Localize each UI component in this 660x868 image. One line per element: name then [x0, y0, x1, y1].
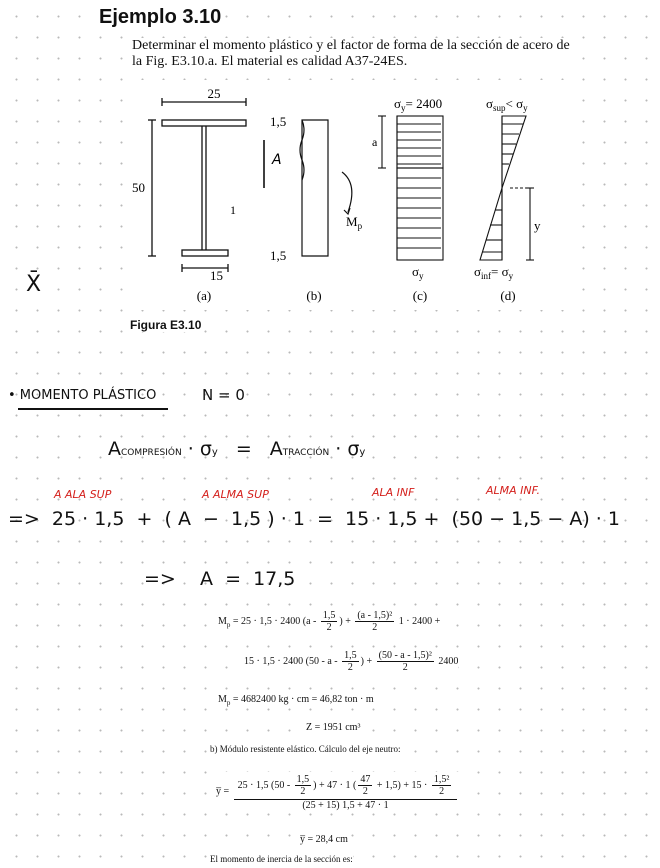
mp-line2-f2n: (50 - a - 1,5)² [378, 650, 432, 661]
eq1-equals: = [235, 438, 252, 460]
eq1-sig: · σ [187, 438, 212, 460]
problem-statement: Determinar el momento plástico y el factor de forma de la sección de acero de la Fig. E3.10.a. El material es calidad A37-24ES. [132, 38, 572, 70]
inertia-intro: El momento de inercia de la sección es: [210, 854, 353, 864]
ybar-num-paren: 50 - [274, 779, 291, 791]
panel-label-b: (b) [306, 288, 322, 303]
mp-line2-f1n: 1,5 [344, 650, 357, 661]
mp-line2-paren: 50 - a - [309, 655, 338, 667]
mp-line1-plus: + [345, 615, 351, 627]
sigma-inf-label: $\sigma_{inf}= \sigma_y$ [474, 264, 514, 281]
handwritten-a-label: A [272, 152, 282, 168]
ybar-num-f2n: 47 [360, 774, 371, 785]
ybar-num-f1n: 1,5 [296, 774, 310, 785]
mp-result-lhs: M [218, 694, 227, 705]
ybar-num-b: + 47 · 1 [319, 779, 351, 791]
mp-line1-f2d: 2 [372, 622, 378, 633]
mp-formula-line2: 15 · 1,5 · 2400 (50 - a - $\frac{1,5}{2}$ ) + $\frac{\text{(50 - a - 1,5)²}}{2}$ 2400 [244, 650, 459, 673]
red-label-top-web: A ALMA SUP [202, 488, 269, 501]
eq1-b: A [269, 438, 283, 460]
n-equals-zero: N = 0 [202, 386, 245, 404]
ybar-formula [216, 772, 459, 811]
example-title: Ejemplo 3.10 [95, 6, 225, 29]
mp-lhs-sub: p [226, 620, 231, 629]
ybar-num-c: + 1,5 [376, 779, 398, 791]
moment-label: $M_p$ [346, 214, 363, 231]
red-label-bottom-web: ALMA INF. [486, 484, 541, 497]
stress-a-label: a [372, 135, 378, 149]
sigma-sup-label: $\sigma_{sup}< \sigma_y$ [486, 96, 528, 113]
eq1-a: A [108, 438, 121, 460]
mp-line1-f1n: 1,5 [322, 610, 336, 621]
area-balance-equation: => 25 · 1,5 + ( A − 1,5 ) · 1 = 15 · 1,5 + (50 − 1,5 − A) · 1 [8, 508, 620, 530]
ybar-num-d: + 15 · [403, 779, 428, 791]
sigma-y-bottom-label: $\sigma_y$ [412, 264, 424, 281]
ybar-lhs: y̅ = [216, 786, 230, 797]
eq1-b-sub: TRACCIÓN [282, 448, 330, 458]
section-b-heading: b) Módulo resistente elástico. Cálculo del eje neutro: [210, 744, 401, 754]
mp-line2-tail: 2400 [438, 655, 459, 667]
mp-line2-f2d: 2 [402, 662, 408, 673]
mp-line1-paren: a - [306, 615, 317, 627]
mp-line2-plus: + [366, 655, 373, 667]
dim-web-thickness: 1 [230, 203, 236, 217]
mp-result-value: = 4682400 kg · cm = 46,82 ton · m [232, 694, 374, 705]
ybar-denominator: (25 + 15) 1,5 + 47 · 1 [302, 800, 389, 811]
mp-lhs: M [218, 615, 227, 627]
figure-e3-10 [130, 80, 570, 310]
z-result: Z = 1951 cm³ [306, 722, 361, 733]
panel-label-c: (c) [412, 288, 428, 303]
heading-underline [18, 408, 168, 410]
mp-line1-f2n: (a - 1,5)² [357, 610, 393, 621]
red-label-top-flange: A ALA SUP [54, 488, 112, 501]
handwritten-heading: • MOMENTO PLÁSTICO [8, 388, 157, 403]
mp-formula-line1: $M_p = 25 \cdot 1,5 \cdot 2400$ (a - $\frac{1,5}{2}$ ) + $\frac{\text{(a - 1,5)²}}{2}$ 1 · 2400 + [218, 610, 441, 633]
mp-line1-f1d: 2 [326, 622, 332, 633]
panel-label-d: (d) [500, 288, 516, 303]
figure-caption: Figura E3.10 [130, 318, 202, 332]
mp-line2-f1d: 2 [347, 662, 353, 673]
eq1-sig2-sub: y [359, 447, 366, 458]
red-label-bottom-flange: ALA INF [372, 486, 415, 499]
equilibrium-equation [108, 438, 365, 460]
ybar-num-f2d: 2 [362, 786, 368, 797]
mp-line1-tail: 1 · 2400 + [398, 615, 441, 627]
dim-top-flange-width: 25 [207, 86, 221, 101]
ybar-num-a: 25 · 1,5 [237, 779, 269, 791]
dim-bottom-flange-width: 15 [210, 268, 223, 283]
ybar-num-f3d: 2 [439, 786, 445, 797]
eq1-sig2: · σ [335, 438, 360, 460]
dim-height: 50 [132, 180, 145, 195]
dim-top-flange-thickness: 1,5 [270, 114, 287, 129]
mp-result-sub: p [226, 699, 231, 707]
sigma-y-top-label: $\sigma_y= 2400$ [394, 96, 443, 113]
panel-label-a: (a) [196, 288, 212, 303]
mp-line2-a: 15 · 1,5 · 2400 [244, 655, 304, 667]
ybar-result: y̅ = 28,4 cm [300, 834, 348, 845]
eq1-a-sub: COMPRESIÓN [121, 448, 182, 458]
eq1-sig-sub: y [211, 447, 218, 458]
dim-bottom-flange-thickness: 1,5 [270, 248, 287, 263]
side-symbol: X̄ [26, 272, 42, 297]
ybar-num-f1d: 2 [300, 786, 306, 797]
ybar-num-f3n: 1,5² [433, 774, 450, 785]
mp-line1-a: = 25 · 1,5 · 2400 [232, 615, 301, 627]
mp-result [218, 694, 374, 707]
area-result: => A = 17,5 [144, 568, 296, 590]
ybar-label: y [534, 218, 541, 233]
ybar-fraction: 25 · 1,5 (50 - $\frac{1,5}{2}$ ) + 47 · 1 ( $\frac{47}{2}$ + 1,5) + 15 · $\frac{\text{1,5²}}{2}$ (25 + 15) 1,5 + 47 · 1 [234, 772, 458, 811]
